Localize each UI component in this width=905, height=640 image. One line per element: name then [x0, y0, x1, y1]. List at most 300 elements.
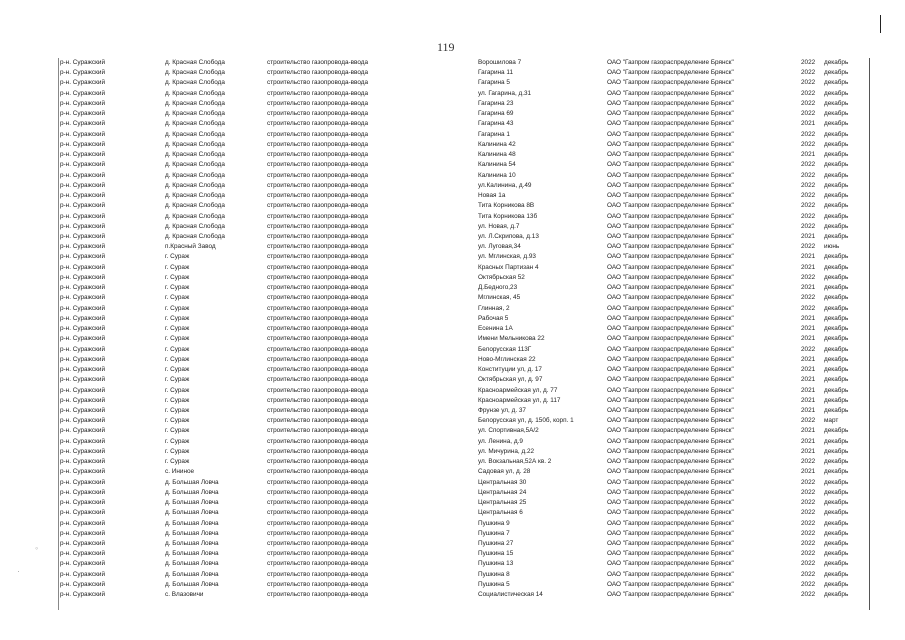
- work-type-cell: строительство газопровода-ввода: [267, 59, 369, 66]
- settlement-cell: д. Большая Ловча: [165, 529, 219, 537]
- work-type-cell: строительство газопровода-ввода: [267, 212, 369, 220]
- table-row: [60, 519, 865, 529]
- month-cell: декабрь: [824, 376, 849, 384]
- work-type-cell: строительство газопровода-ввода: [267, 284, 369, 292]
- organization-cell: ОАО "Газпром газораспределение Брянск": [607, 335, 734, 343]
- organization-cell: ОАО "Газпром газораспределение Брянск": [607, 284, 734, 292]
- organization-cell: ОАО "Газпром газораспределение Брянск": [607, 437, 734, 445]
- work-type-cell: строительство газопровода-ввода: [267, 468, 369, 476]
- organization-cell: ОАО "Газпром газораспределение Брянск": [607, 560, 734, 568]
- district-cell: р-н. Суражский: [60, 325, 106, 333]
- address-cell: Красноармейская ул, д. 77: [478, 386, 558, 394]
- table-row: [60, 68, 865, 78]
- settlement-cell: д. Красная Слобода: [165, 181, 225, 189]
- address-cell: Тита Корникова 8В: [478, 202, 535, 210]
- district-cell: р-н. Суражский: [60, 151, 106, 159]
- year-cell: 2022: [801, 529, 816, 537]
- organization-cell: ОАО "Газпром газораспределение Брянск": [607, 591, 734, 599]
- month-cell: март: [824, 417, 839, 425]
- month-cell: декабрь: [824, 580, 849, 588]
- year-cell: 2022: [801, 89, 816, 97]
- year-cell: 2022: [801, 550, 816, 558]
- address-cell: Центральная 30: [478, 478, 527, 486]
- address-cell: Калинина 48: [478, 151, 516, 159]
- work-type-cell: строительство газопровода-ввода: [267, 519, 369, 527]
- scan-speck: ·: [17, 566, 20, 576]
- work-type-cell: строительство газопровода-ввода: [267, 550, 369, 558]
- settlement-cell: д. Большая Ловча: [165, 560, 219, 568]
- settlement-cell: д. Красная Слобода: [165, 161, 225, 169]
- settlement-cell: д. Большая Ловча: [165, 550, 219, 558]
- month-cell: декабрь: [824, 69, 849, 77]
- month-cell: декабрь: [824, 345, 849, 353]
- scan-speck: ◦: [35, 543, 39, 553]
- table-row: [60, 171, 865, 181]
- month-cell: декабрь: [824, 386, 849, 394]
- table-row: [60, 242, 865, 252]
- work-type-cell: строительство газопровода-ввода: [267, 540, 369, 548]
- address-cell: Пушкина 9: [478, 519, 510, 527]
- organization-cell: ОАО "Газпром газораспределение Брянск": [607, 580, 734, 588]
- month-cell: декабрь: [824, 79, 849, 87]
- district-cell: р-н. Суражский: [60, 427, 106, 435]
- district-cell: р-н. Суражский: [60, 232, 106, 240]
- organization-cell: ОАО "Газпром газораспределение Брянск": [607, 499, 734, 507]
- address-cell: ул.Калинина, д.49: [478, 181, 532, 189]
- address-cell: ул. Гагарина, д.31: [478, 89, 532, 97]
- work-type-cell: строительство газопровода-ввода: [267, 79, 369, 87]
- organization-cell: ОАО "Газпром газораспределение Брянск": [607, 519, 734, 527]
- work-type-cell: строительство газопровода-ввода: [267, 335, 369, 343]
- work-type-cell: строительство газопровода-ввода: [267, 447, 369, 455]
- address-cell: Садовая ул, д. 28: [478, 468, 531, 476]
- month-cell: декабрь: [824, 437, 849, 445]
- address-cell: Пушкина 27: [478, 540, 514, 548]
- address-cell: ул. Вокзальная,52А кв. 2: [478, 458, 552, 466]
- year-cell: 2021: [801, 427, 816, 435]
- organization-cell: ОАО "Газпром газораспределение Брянск": [607, 355, 734, 363]
- organization-cell: ОАО "Газпром газораспределение Брянск": [607, 468, 734, 476]
- district-cell: р-н. Суражский: [60, 376, 106, 384]
- organization-cell: ОАО "Газпром газораспределение Брянск": [607, 550, 734, 558]
- district-cell: р-н. Суражский: [60, 222, 106, 230]
- district-cell: р-н. Суражский: [60, 181, 106, 189]
- year-cell: 2022: [801, 417, 816, 425]
- address-cell: Гагарина 69: [478, 110, 514, 118]
- table-row: [60, 232, 865, 242]
- month-cell: декабрь: [824, 59, 849, 66]
- organization-cell: ОАО "Газпром газораспределение Брянск": [607, 161, 734, 169]
- month-cell: декабрь: [824, 151, 849, 159]
- district-cell: р-н. Суражский: [60, 294, 106, 302]
- address-cell: Тита Корникова 13б: [478, 212, 538, 220]
- settlement-cell: г. Сураж: [165, 376, 190, 384]
- work-type-cell: строительство газопровода-ввода: [267, 253, 369, 261]
- address-cell: Красноармейская ул, д. 117: [478, 396, 561, 404]
- table-row: [60, 488, 865, 498]
- settlement-cell: д. Красная Слобода: [165, 110, 225, 118]
- organization-cell: ОАО "Газпром газораспределение Брянск": [607, 222, 734, 230]
- organization-cell: ОАО "Газпром газораспределение Брянск": [607, 79, 734, 87]
- month-cell: декабрь: [824, 140, 849, 148]
- month-cell: декабрь: [824, 273, 849, 281]
- table-row: [60, 181, 865, 191]
- year-cell: 2021: [801, 376, 816, 384]
- district-cell: р-н. Суражский: [60, 69, 106, 77]
- month-cell: декабрь: [824, 509, 849, 517]
- work-type-cell: строительство газопровода-ввода: [267, 427, 369, 435]
- year-cell: 2022: [801, 140, 816, 148]
- district-cell: р-н. Суражский: [60, 478, 106, 486]
- address-cell: Пушкина 8: [478, 570, 510, 578]
- year-cell: 2021: [801, 355, 816, 363]
- district-cell: р-н. Суражский: [60, 499, 106, 507]
- address-cell: Рабочая 5: [478, 314, 509, 322]
- district-cell: р-н. Суражский: [60, 335, 106, 343]
- address-cell: Гагарина 5: [478, 79, 510, 87]
- organization-cell: ОАО "Газпром газораспределение Брянск": [607, 529, 734, 537]
- month-cell: декабрь: [824, 171, 849, 179]
- month-cell: декабрь: [824, 468, 849, 476]
- organization-cell: ОАО "Газпром газораспределение Брянск": [607, 540, 734, 548]
- district-cell: р-н. Суражский: [60, 130, 106, 138]
- month-cell: декабрь: [824, 253, 849, 261]
- table-row: [60, 539, 865, 549]
- district-cell: р-н. Суражский: [60, 447, 106, 455]
- table-row: [60, 386, 865, 396]
- settlement-cell: г. Сураж: [165, 314, 190, 322]
- settlement-cell: д. Красная Слобода: [165, 120, 225, 128]
- work-type-cell: строительство газопровода-ввода: [267, 580, 369, 588]
- year-cell: 2022: [801, 110, 816, 118]
- settlement-cell: г. Сураж: [165, 458, 190, 466]
- organization-cell: ОАО "Газпром газораспределение Брянск": [607, 130, 734, 138]
- table-row: [60, 508, 865, 518]
- organization-cell: ОАО "Газпром газораспределение Брянск": [607, 89, 734, 97]
- address-cell: Пушкина 13: [478, 560, 514, 568]
- settlement-cell: г. Сураж: [165, 437, 190, 445]
- month-cell: декабрь: [824, 294, 849, 302]
- work-type-cell: строительство газопровода-ввода: [267, 110, 369, 118]
- district-cell: р-н. Суражский: [60, 171, 106, 179]
- year-cell: 2021: [801, 232, 816, 240]
- settlement-cell: д. Красная Слобода: [165, 99, 225, 107]
- table-row: [60, 273, 865, 283]
- table-row: [60, 416, 865, 426]
- work-type-cell: строительство газопровода-ввода: [267, 202, 369, 210]
- gas-connection-table: [60, 58, 865, 600]
- table-row: [60, 201, 865, 211]
- year-cell: 2022: [801, 59, 816, 66]
- month-cell: декабрь: [824, 591, 849, 599]
- address-cell: ул. Ленина, д.9: [478, 437, 523, 445]
- settlement-cell: г. Сураж: [165, 345, 190, 353]
- address-cell: Ново-Мглинская 22: [478, 355, 536, 363]
- top-edge-mark: [880, 15, 881, 33]
- settlement-cell: г. Сураж: [165, 386, 190, 394]
- month-cell: декабрь: [824, 396, 849, 404]
- settlement-cell: д. Красная Слобода: [165, 171, 225, 179]
- table-row: [60, 304, 865, 314]
- address-cell: Фрунзе ул, д. 37: [478, 406, 526, 414]
- year-cell: 2022: [801, 560, 816, 568]
- organization-cell: ОАО "Газпром газораспределение Брянск": [607, 427, 734, 435]
- year-cell: 2021: [801, 325, 816, 333]
- district-cell: р-н. Суражский: [60, 519, 106, 527]
- year-cell: 2021: [801, 437, 816, 445]
- table-right-border: [869, 58, 870, 610]
- table-row: [60, 130, 865, 140]
- settlement-cell: г. Сураж: [165, 304, 190, 312]
- organization-cell: ОАО "Газпром газораспределение Брянск": [607, 294, 734, 302]
- table-row: [60, 406, 865, 416]
- organization-cell: ОАО "Газпром газораспределение Брянск": [607, 232, 734, 240]
- table-row: [60, 355, 865, 365]
- settlement-cell: д. Красная Слобода: [165, 202, 225, 210]
- table-row: [60, 345, 865, 355]
- settlement-cell: г. Сураж: [165, 263, 190, 271]
- settlement-cell: д. Красная Слобода: [165, 89, 225, 97]
- year-cell: 2021: [801, 468, 816, 476]
- settlement-cell: д. Красная Слобода: [165, 69, 225, 77]
- work-type-cell: строительство газопровода-ввода: [267, 499, 369, 507]
- table-row: [60, 396, 865, 406]
- table-row: [60, 109, 865, 119]
- table-row: [60, 283, 865, 293]
- year-cell: 2022: [801, 192, 816, 200]
- month-cell: декабрь: [824, 130, 849, 138]
- address-cell: Конституции ул, д. 17: [478, 366, 542, 374]
- address-cell: Д.Бедного,23: [478, 284, 518, 292]
- month-cell: декабрь: [824, 355, 849, 363]
- address-cell: ул. Л.Скрипова, д.13: [478, 232, 539, 240]
- organization-cell: ОАО "Газпром газораспределение Брянск": [607, 171, 734, 179]
- district-cell: р-н. Суражский: [60, 120, 106, 128]
- address-cell: Пушкина 7: [478, 529, 510, 537]
- address-cell: ул. Луговая,34: [478, 243, 521, 251]
- settlement-cell: д. Большая Ловча: [165, 488, 219, 496]
- year-cell: 2021: [801, 284, 816, 292]
- month-cell: декабрь: [824, 120, 849, 128]
- address-cell: Новая 1а: [478, 192, 506, 200]
- settlement-cell: д. Красная Слобода: [165, 59, 225, 66]
- district-cell: р-н. Суражский: [60, 468, 106, 476]
- address-cell: Калинина 54: [478, 161, 516, 169]
- work-type-cell: строительство газопровода-ввода: [267, 69, 369, 77]
- year-cell: 2022: [801, 591, 816, 599]
- district-cell: р-н. Суражский: [60, 99, 106, 107]
- settlement-cell: г. Сураж: [165, 273, 190, 281]
- district-cell: р-н. Суражский: [60, 253, 106, 261]
- organization-cell: ОАО "Газпром газораспределение Брянск": [607, 345, 734, 353]
- table-row: [60, 99, 865, 109]
- district-cell: р-н. Суражский: [60, 212, 106, 220]
- month-cell: декабрь: [824, 478, 849, 486]
- table-row: [60, 160, 865, 170]
- work-type-cell: строительство газопровода-ввода: [267, 263, 369, 271]
- organization-cell: ОАО "Газпром газораспределение Брянск": [607, 314, 734, 322]
- table-row: [60, 78, 865, 88]
- work-type-cell: строительство газопровода-ввода: [267, 181, 369, 189]
- work-type-cell: строительство газопровода-ввода: [267, 591, 369, 599]
- year-cell: 2022: [801, 171, 816, 179]
- organization-cell: ОАО "Газпром газораспределение Брянск": [607, 570, 734, 578]
- address-cell: Октябрьская ул, д. 97: [478, 376, 543, 384]
- work-type-cell: строительство газопровода-ввода: [267, 294, 369, 302]
- year-cell: 2021: [801, 151, 816, 159]
- district-cell: р-н. Суражский: [60, 570, 106, 578]
- work-type-cell: строительство газопровода-ввода: [267, 273, 369, 281]
- table-row: [60, 498, 865, 508]
- year-cell: 2022: [801, 478, 816, 486]
- table-row: [60, 314, 865, 324]
- year-cell: 2022: [801, 79, 816, 87]
- year-cell: 2022: [801, 202, 816, 210]
- district-cell: р-н. Суражский: [60, 59, 106, 66]
- year-cell: 2022: [801, 519, 816, 527]
- year-cell: 2021: [801, 253, 816, 261]
- year-cell: 2021: [801, 366, 816, 374]
- address-cell: ул. Спортивная,5А/2: [478, 427, 539, 435]
- table-row: [60, 191, 865, 201]
- district-cell: р-н. Суражский: [60, 437, 106, 445]
- settlement-cell: д. Большая Ловча: [165, 580, 219, 588]
- organization-cell: ОАО "Газпром газораспределение Брянск": [607, 304, 734, 312]
- district-cell: р-н. Суражский: [60, 263, 106, 271]
- settlement-cell: г. Сураж: [165, 366, 190, 374]
- district-cell: р-н. Суражский: [60, 79, 106, 87]
- address-cell: Имени Мельникова 22: [478, 335, 545, 343]
- work-type-cell: строительство газопровода-ввода: [267, 161, 369, 169]
- work-type-cell: строительство газопровода-ввода: [267, 314, 369, 322]
- district-cell: р-н. Суражский: [60, 591, 106, 599]
- year-cell: 2022: [801, 580, 816, 588]
- district-cell: р-н. Суражский: [60, 458, 106, 466]
- year-cell: 2022: [801, 161, 816, 169]
- month-cell: июнь: [824, 243, 840, 251]
- work-type-cell: строительство газопровода-ввода: [267, 130, 369, 138]
- address-cell: Социалистическая 14: [478, 591, 543, 599]
- settlement-cell: г. Сураж: [165, 284, 190, 292]
- year-cell: 2022: [801, 345, 816, 353]
- year-cell: 2022: [801, 458, 816, 466]
- settlement-cell: п.Красный Завод: [165, 243, 216, 251]
- work-type-cell: строительство газопровода-ввода: [267, 376, 369, 384]
- year-cell: 2022: [801, 99, 816, 107]
- settlement-cell: д. Красная Слобода: [165, 192, 225, 200]
- work-type-cell: строительство газопровода-ввода: [267, 151, 369, 159]
- organization-cell: ОАО "Газпром газораспределение Брянск": [607, 140, 734, 148]
- organization-cell: ОАО "Газпром газораспределение Брянск": [607, 509, 734, 517]
- table-row: [60, 263, 865, 273]
- month-cell: декабрь: [824, 406, 849, 414]
- settlement-cell: д. Большая Ловча: [165, 570, 219, 578]
- year-cell: 2021: [801, 447, 816, 455]
- organization-cell: ОАО "Газпром газораспределение Брянск": [607, 69, 734, 77]
- month-cell: декабрь: [824, 192, 849, 200]
- organization-cell: ОАО "Газпром газораспределение Брянск": [607, 478, 734, 486]
- month-cell: декабрь: [824, 284, 849, 292]
- table-row: [60, 293, 865, 303]
- address-cell: Калинина 42: [478, 140, 516, 148]
- work-type-cell: строительство газопровода-ввода: [267, 488, 369, 496]
- table-row: [60, 467, 865, 477]
- month-cell: декабрь: [824, 263, 849, 271]
- address-cell: ул. Новая, д.7: [478, 222, 520, 230]
- month-cell: декабрь: [824, 427, 849, 435]
- organization-cell: ОАО "Газпром газораспределение Брянск": [607, 376, 734, 384]
- year-cell: 2022: [801, 273, 816, 281]
- year-cell: 2022: [801, 570, 816, 578]
- work-type-cell: строительство газопровода-ввода: [267, 570, 369, 578]
- organization-cell: ОАО "Газпром газораспределение Брянск": [607, 386, 734, 394]
- page-number: 119: [437, 40, 455, 54]
- settlement-cell: д. Большая Ловча: [165, 499, 219, 507]
- work-type-cell: строительство газопровода-ввода: [267, 345, 369, 353]
- district-cell: р-н. Суражский: [60, 406, 106, 414]
- organization-cell: ОАО "Газпром газораспределение Брянск": [607, 212, 734, 220]
- table-row: [60, 119, 865, 129]
- table-row: [60, 426, 865, 436]
- year-cell: 2021: [801, 396, 816, 404]
- settlement-cell: д. Большая Ловча: [165, 509, 219, 517]
- month-cell: декабрь: [824, 570, 849, 578]
- settlement-cell: д. Красная Слобода: [165, 232, 225, 240]
- month-cell: декабрь: [824, 519, 849, 527]
- address-cell: ул. Мглинская, д.93: [478, 253, 536, 261]
- year-cell: 2022: [801, 130, 816, 138]
- year-cell: 2021: [801, 314, 816, 322]
- month-cell: декабрь: [824, 447, 849, 455]
- settlement-cell: г. Сураж: [165, 253, 190, 261]
- organization-cell: ОАО "Газпром газораспределение Брянск": [607, 99, 734, 107]
- address-cell: Центральная 6: [478, 509, 523, 517]
- organization-cell: ОАО "Газпром газораспределение Брянск": [607, 488, 734, 496]
- table-row: [60, 375, 865, 385]
- address-cell: Октябрьская 52: [478, 273, 525, 281]
- year-cell: 2022: [801, 181, 816, 189]
- work-type-cell: строительство газопровода-ввода: [267, 120, 369, 128]
- organization-cell: ОАО "Газпром газораспределение Брянск": [607, 396, 734, 404]
- address-cell: Пушкина 5: [478, 580, 510, 588]
- work-type-cell: строительство газопровода-ввода: [267, 458, 369, 466]
- table-row: [60, 590, 865, 600]
- address-cell: Глинная, 2: [478, 304, 510, 312]
- table-row: [60, 559, 865, 569]
- table-row: [60, 529, 865, 539]
- month-cell: декабрь: [824, 529, 849, 537]
- table-row: [60, 252, 865, 262]
- work-type-cell: строительство газопровода-ввода: [267, 222, 369, 230]
- table-row: [60, 89, 865, 99]
- year-cell: 2022: [801, 294, 816, 302]
- organization-cell: ОАО "Газпром газораспределение Брянск": [607, 366, 734, 374]
- work-type-cell: строительство газопровода-ввода: [267, 417, 369, 425]
- work-type-cell: строительство газопровода-ввода: [267, 192, 369, 200]
- district-cell: р-н. Суражский: [60, 386, 106, 394]
- district-cell: р-н. Суражский: [60, 314, 106, 322]
- work-type-cell: строительство газопровода-ввода: [267, 304, 369, 312]
- month-cell: декабрь: [824, 99, 849, 107]
- district-cell: р-н. Суражский: [60, 550, 106, 558]
- year-cell: 2021: [801, 406, 816, 414]
- organization-cell: ОАО "Газпром газораспределение Брянск": [607, 458, 734, 466]
- table-row: [60, 150, 865, 160]
- settlement-cell: с. Влазовичи: [165, 591, 204, 599]
- month-cell: декабрь: [824, 366, 849, 374]
- month-cell: декабрь: [824, 212, 849, 220]
- month-cell: декабрь: [824, 110, 849, 118]
